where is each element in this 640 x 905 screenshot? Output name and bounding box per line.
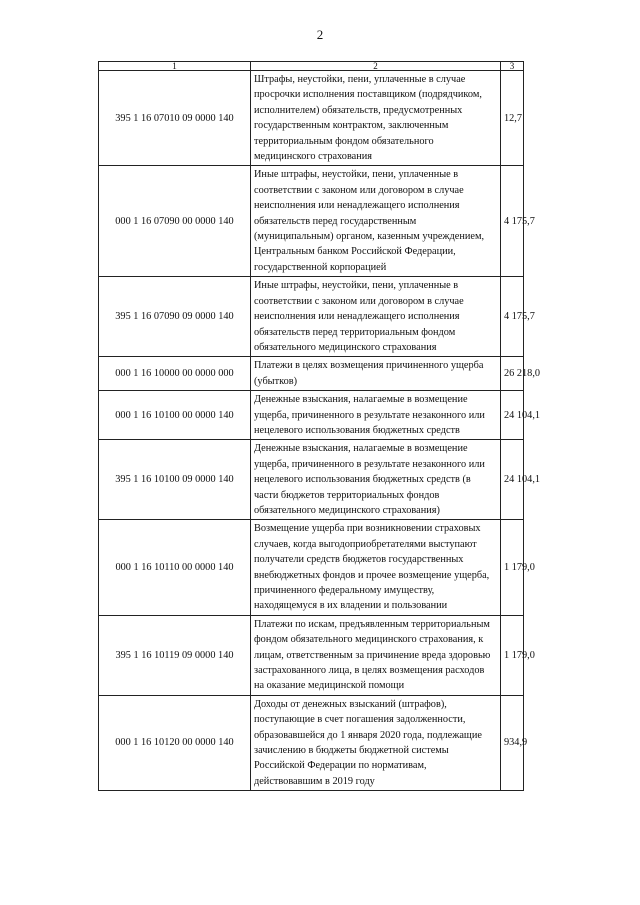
table-header [99, 62, 524, 71]
description-cell: Доходы от денежных взысканий (штрафов), поступающие в счет погашения задолженности, образовавшейся до 1 января 2020 года, подлежащие зачислению в бюджеты бюджетной системы Российской Федерации по нормативам, действовавшим в 2019 году [251, 695, 501, 790]
table-row [99, 440, 524, 520]
page-number: 2 [316, 27, 324, 42]
table-row [99, 357, 524, 391]
description-cell: Платежи в целях возмещения причиненного ущерба (убытков) [251, 357, 501, 391]
table-row [99, 71, 524, 166]
budget-code-cell: 000 1 16 10000 00 0000 000 [99, 357, 251, 391]
amount-cell: 12,7 [501, 71, 524, 166]
amount-cell: 934,9 [501, 695, 524, 790]
budget-code-cell: 000 1 16 10100 00 0000 140 [99, 391, 251, 440]
amount-cell: 24 104,1 [501, 391, 524, 440]
table-row [99, 277, 524, 357]
amount-cell: 1 179,0 [501, 520, 524, 615]
amount-cell: 1 179,0 [501, 615, 524, 695]
budget-code-cell: 000 1 16 07090 00 0000 140 [99, 166, 251, 277]
column-header-1: 1 [99, 62, 251, 71]
amount-cell: 4 175,7 [501, 277, 524, 357]
table-row [99, 615, 524, 695]
description-cell: Иные штрафы, неустойки, пени, уплаченные в соответствии с законом или договором в случае неисполнения или ненадлежащего исполнения обязательств перед территориальным фондом обязательного медицинского страхования [251, 277, 501, 357]
column-header-3: 3 [501, 62, 524, 71]
budget-code-cell: 000 1 16 10110 00 0000 140 [99, 520, 251, 615]
table-row [99, 391, 524, 440]
budget-code-cell: 395 1 16 10119 09 0000 140 [99, 615, 251, 695]
table-row [99, 166, 524, 277]
description-cell: Возмещение ущерба при возникновении страховых случаев, когда выгодоприобретателями выступают получатели средств бюджетов государственных внебюджетных фондов и прочее возмещение ущерба, причиненного федеральному имуществу, находящемуся в их владении и пользовании [251, 520, 501, 615]
description-cell: Штрафы, неустойки, пени, уплаченные в случае просрочки исполнения поставщиком (подрядчиком, исполнителем) обязательств, предусмотренных государственным контрактом, заключенным территориальным фондом обязательного медицинского страхования [251, 71, 501, 166]
header-row [99, 62, 524, 71]
budget-code-cell: 395 1 16 10100 09 0000 140 [99, 440, 251, 520]
budget-code-cell: 000 1 16 10120 00 0000 140 [99, 695, 251, 790]
budget-revenue-table [98, 61, 541, 791]
description-cell: Иные штрафы, неустойки, пени, уплаченные в соответствии с законом или договором в случае неисполнения или ненадлежащего исполнения обязательств перед государственным (муниципальным) органом, казенным учреждением, Центральным банком Российской Федерации, государственной корпорацией [251, 166, 501, 277]
description-cell: Денежные взыскания, налагаемые в возмещение ущерба, причиненного в результате незаконного или нецелевого использования бюджетных средств [251, 391, 501, 440]
budget-code-cell: 395 1 16 07010 09 0000 140 [99, 71, 251, 166]
column-header-2: 2 [251, 62, 501, 71]
table-row [99, 520, 524, 615]
amount-cell: 26 218,0 [501, 357, 524, 391]
budget-code-cell: 395 1 16 07090 09 0000 140 [99, 277, 251, 357]
table-body [99, 71, 541, 791]
description-cell: Платежи по искам, предъявленным территориальным фондом обязательного медицинского страхования, к лицам, ответственным за причинение вреда здоровью застрахованного лица, в целях возмещения расходов на оказание медицинской помощи [251, 615, 501, 695]
table-row [99, 695, 524, 790]
description-cell: Денежные взыскания, налагаемые в возмещение ущерба, причиненного в результате незаконного или нецелевого использования бюджетных средств (в части бюджетов территориальных фондов обязательного медицинского страхования) [251, 440, 501, 520]
amount-cell: 4 175,7 [501, 166, 524, 277]
amount-cell: 24 104,1 [501, 440, 524, 520]
